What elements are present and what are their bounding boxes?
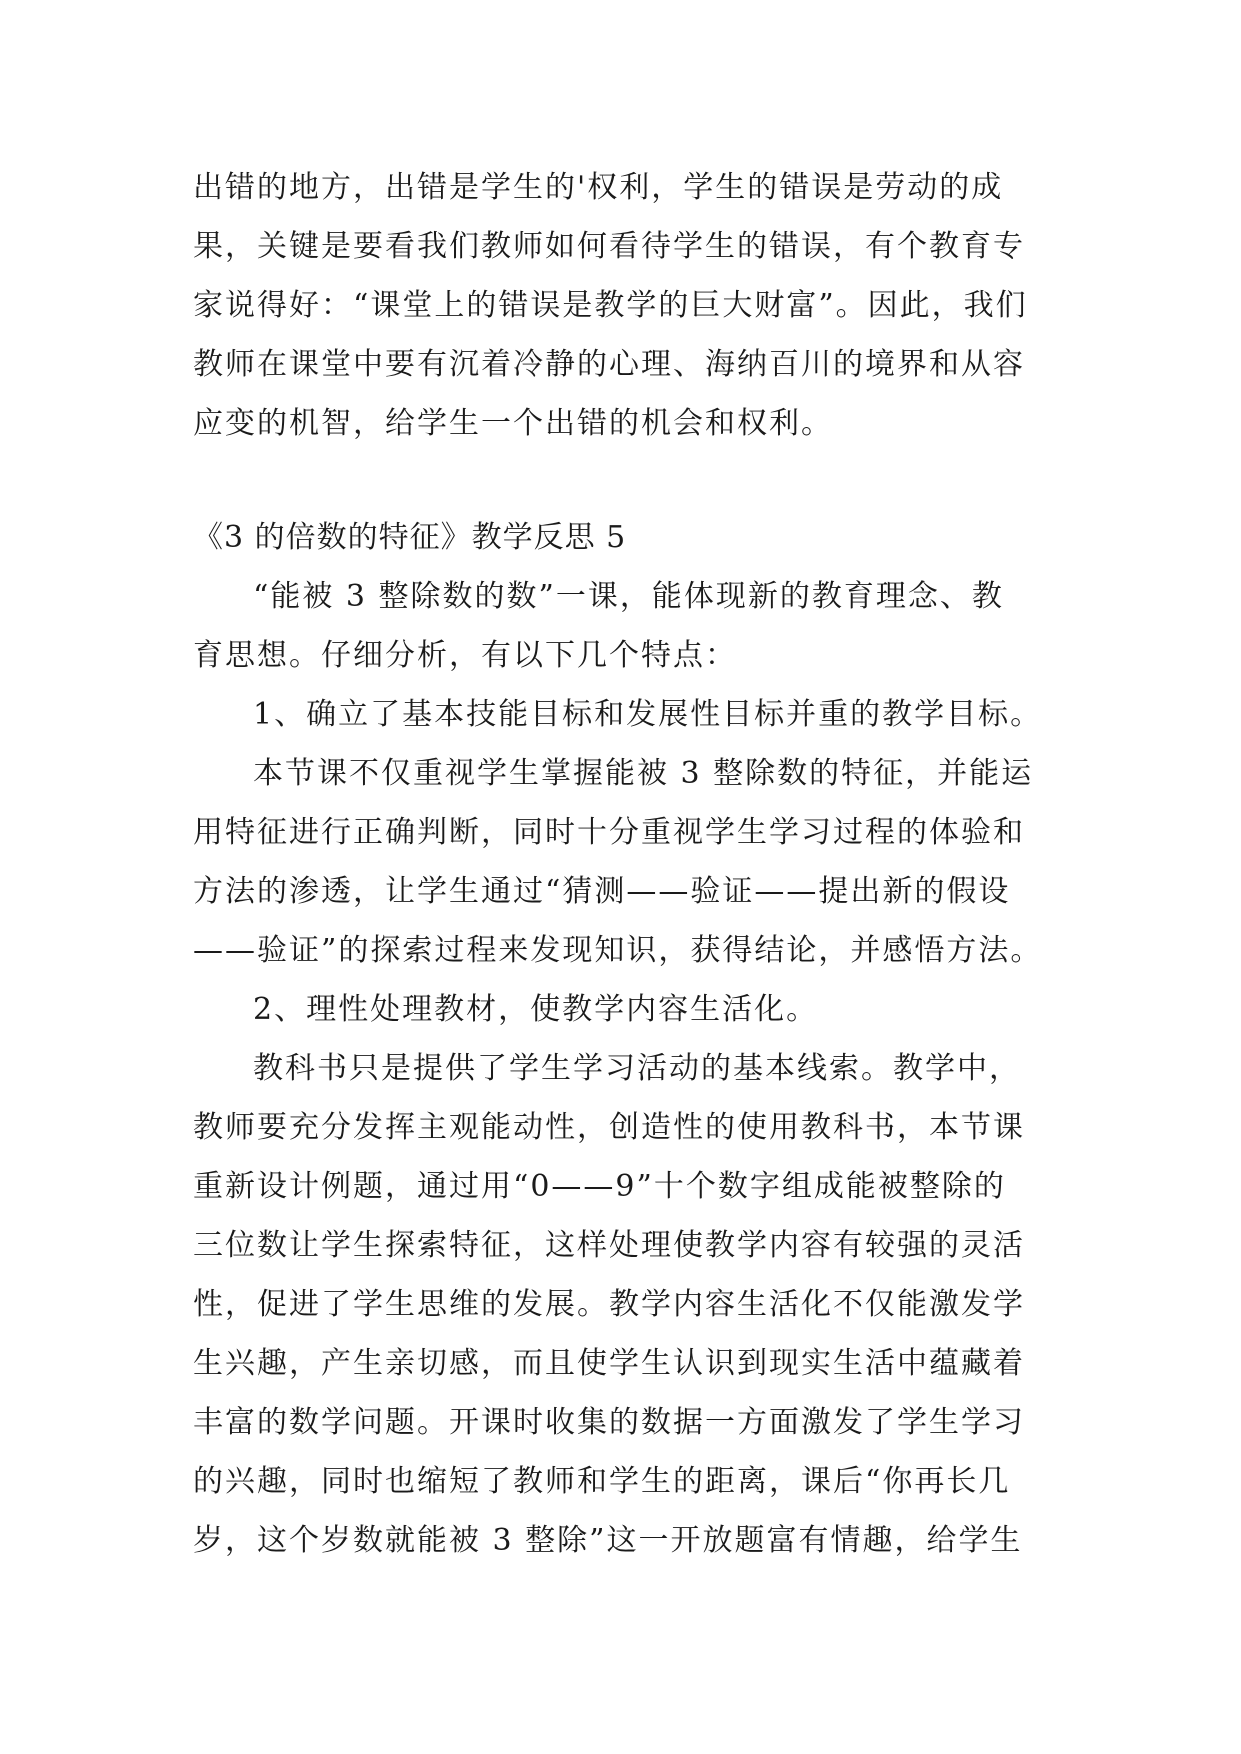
text-line: 三位数让学生探索特征，这样处理使教学内容有较强的灵活 [193,1228,1025,1263]
paragraph-2 [193,567,1053,1570]
text-line: 教师在课堂中要有沉着冷静的心理、海纳百川的境界和从容 [193,347,1025,382]
section-heading [193,508,1053,567]
text-line: “能被 3 整除数的数”一课，能体现新的教育理念、教 [253,579,1004,614]
paragraph-1 [193,158,1053,453]
text-line: 家说得好：“课堂上的错误是教学的巨大财富”。因此，我们 [193,288,1028,323]
text-line: 果，关键是要看我们教师如何看待学生的错误，有个教育专 [193,229,1025,264]
text-line: 应变的机智，给学生一个出错的机会和权利。 [193,406,833,441]
text-line: ——验证”的探索过程来发现知识，获得结论，并感悟方法。 [193,933,1043,968]
text-line: 丰富的数学问题。开课时收集的数据一方面激发了学生学习 [193,1405,1025,1440]
text-line: 用特征进行正确判断，同时十分重视学生学习过程的体验和 [193,815,1025,850]
text-line: 1、确立了基本技能目标和发展性目标并重的教学目标。 [253,697,1043,732]
text-line: 生兴趣，产生亲切感，而且使学生认识到现实生活中蕴藏着 [193,1346,1025,1381]
text-line: 教科书只是提供了学生学习活动的基本线索。教学中， [253,1051,1021,1086]
text-line: 2、理性处理教材，使教学内容生活化。 [253,992,819,1027]
section-title: 《3 的倍数的特征》教学反思 5 [193,520,627,555]
text-line: 岁，这个岁数就能被 3 整除”这一开放题富有情趣，给学生 [193,1523,1023,1558]
text-line: 出错的地方，出错是学生的'权利，学生的错误是劳动的成 [193,170,1004,205]
text-line: 教师要充分发挥主观能动性，创造性的使用教科书，本节课 [193,1110,1025,1145]
text-line: 育思想。仔细分析，有以下几个特点： [193,638,737,673]
text-line: 的兴趣，同时也缩短了教师和学生的距离，课后“你再长几 [193,1464,1011,1499]
text-line: 本节课不仅重视学生掌握能被 3 整除数的特征，并能运 [253,756,1034,791]
text-line: 方法的渗透，让学生通过“猜测——验证——提出新的假设 [193,874,1011,909]
text-line: 性，促进了学生思维的发展。教学内容生活化不仅能激发学 [193,1287,1025,1322]
text-line: 重新设计例题，通过用“0——9”十个数字组成能被整除的 [193,1169,1006,1204]
